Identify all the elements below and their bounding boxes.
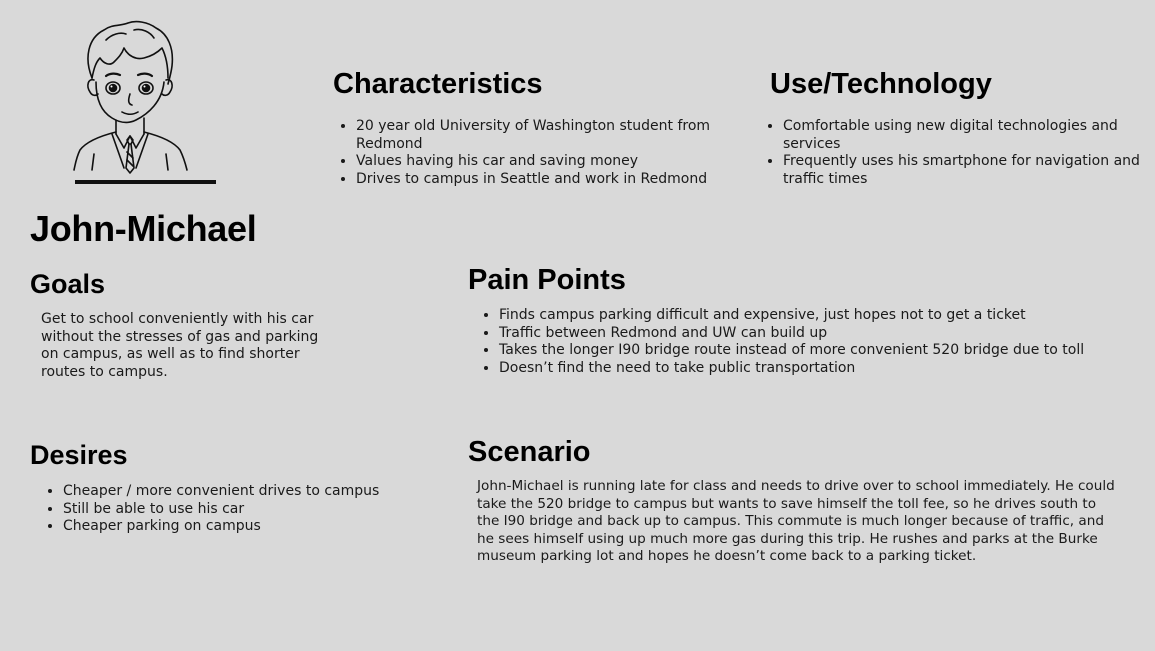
list-item: • Takes the longer I90 bridge route instead of more convenient 520 bridge due to toll <box>499 342 1155 360</box>
pain-points-list <box>476 307 1155 377</box>
list-item: • Values having his car and saving money <box>356 153 736 171</box>
list-item: • Traffic between Redmond and UW can build up <box>499 325 1155 343</box>
goals-heading: Goals <box>30 269 106 299</box>
list-item: • Drives to campus in Seattle and work in Redmond <box>356 171 736 189</box>
desires-list <box>40 483 443 536</box>
pain-points-heading: Pain Points <box>468 264 626 296</box>
characteristics-heading: Characteristics <box>333 68 543 100</box>
technology-heading: Use/Technology <box>770 68 992 100</box>
list-item: • 20 year old University of Washington student from Redmond <box>356 118 736 153</box>
avatar-underline <box>75 180 216 184</box>
desires-heading: Desires <box>30 440 128 470</box>
technology-list <box>760 118 1153 188</box>
persona-avatar <box>70 18 192 176</box>
list-item: • Frequently uses his smartphone for navigation and traffic times <box>783 153 1153 188</box>
goals-text: Get to school conveniently with his car without the stresses of gas and parking on campus, as well as to find shorter routes to campus. <box>41 311 319 380</box>
list-item: • Comfortable using new digital technologies and services <box>783 118 1153 153</box>
persona-name: John-Michael <box>30 208 257 249</box>
list-item: • Still be able to use his car <box>63 501 443 519</box>
list-item: • Cheaper parking on campus <box>63 518 443 536</box>
list-item: • Cheaper / more convenient drives to campus <box>63 483 443 501</box>
scenario-heading: Scenario <box>468 436 591 468</box>
characteristics-list <box>333 118 736 188</box>
list-item: • Doesn’t find the need to take public transportation <box>499 360 1155 378</box>
list-item: • Finds campus parking difficult and expensive, just hopes not to get a ticket <box>499 307 1155 325</box>
scenario-text: John-Michael is running late for class and needs to drive over to school immediately. He could take the 520 bridge to campus but wants to save himself the toll fee, so he drives south to the I90 bridge and back up to campus. This commute is much longer because of traffic, and he sees himself using up much more gas during this trip. He rushes and parks at the Burke museum parking lot and hopes he doesn’t come back to a parking ticket. <box>477 478 1115 564</box>
